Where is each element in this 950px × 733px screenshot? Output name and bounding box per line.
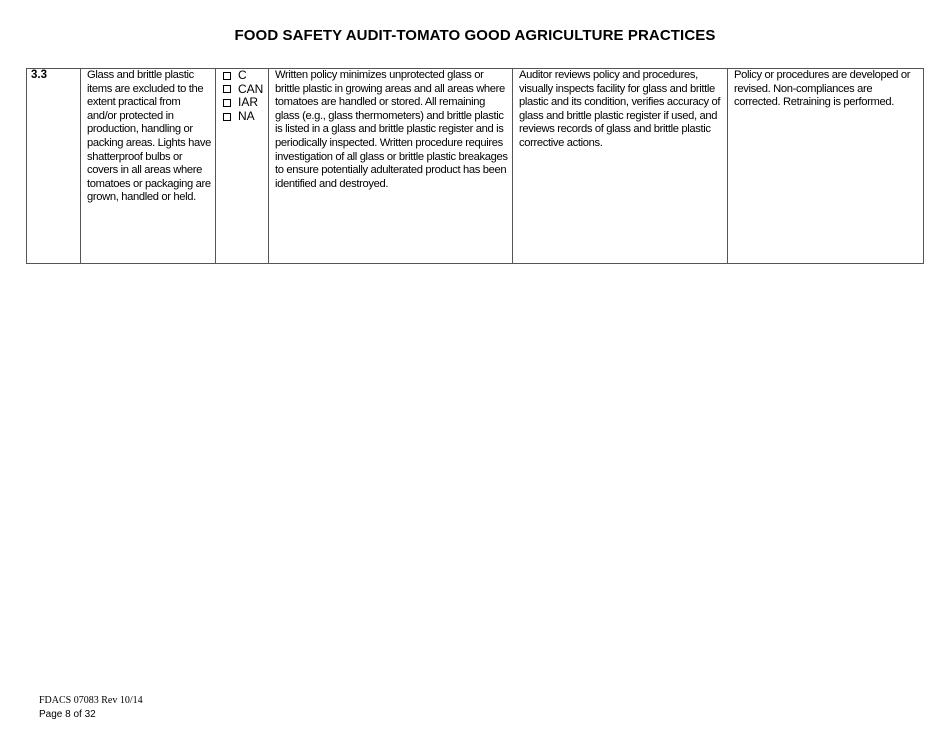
status-option-na[interactable] [223, 110, 266, 124]
checkbox-icon[interactable] [223, 99, 231, 107]
checkbox-icon[interactable] [223, 72, 231, 80]
item-number: 3.3 [31, 69, 47, 81]
audit-table [26, 68, 924, 264]
requirement-text: Glass and brittle plastic items are excluded to the extent practical from and/or protected in production, handling or packing areas. Lights have shatterproof bulbs or covers in all areas where tomatoes or packaging are grown, handled or held. [87, 69, 211, 204]
status-options-cell [216, 69, 269, 264]
page-footer [39, 694, 143, 722]
compliance-criteria-cell [269, 69, 513, 264]
status-option-label: CAN [238, 81, 264, 96]
status-option-can[interactable] [223, 83, 266, 97]
compliance-criteria-text: Written policy minimizes unprotected glass or brittle plastic in growing areas and all areas where tomatoes are handled or stored. All remaining glass (e.g., glass thermometers) and brittle plastic is listed in a glass and brittle plastic register and is periodically inspected. Written procedure requires investigation of all glass or brittle plastic breakages to ensure potentially adulterated product has been identified and destroyed. [275, 69, 508, 190]
verification-method-text: Auditor reviews policy and procedures, visually inspects facility for glass and brittle plastic and its condition, verifies accuracy of glass and brittle plastic register if used, and reviews records of glass and brittle plastic corrective actions. [519, 69, 721, 149]
verification-method-cell [513, 69, 728, 264]
table-row [27, 69, 924, 264]
corrective-action-cell [728, 69, 924, 264]
item-number-cell [27, 69, 81, 264]
corrective-action-text: Policy or procedures are developed or revised. Non-compliances are corrected. Retraining is performed. [734, 69, 911, 109]
requirement-cell [81, 69, 216, 264]
checkbox-icon[interactable] [223, 113, 231, 121]
status-option-iar[interactable] [223, 96, 266, 110]
status-option-c[interactable] [223, 69, 266, 83]
status-option-label: NA [238, 108, 255, 123]
page-number: Page 8 of 32 [39, 709, 96, 720]
form-number: FDACS 07083 Rev 10/14 [39, 695, 143, 706]
status-option-label: IAR [238, 95, 259, 110]
page-title: FOOD SAFETY AUDIT-TOMATO GOOD AGRICULTURE PRACTICES [234, 27, 716, 44]
checkbox-icon[interactable] [223, 85, 231, 93]
status-option-label: C [238, 68, 247, 82]
